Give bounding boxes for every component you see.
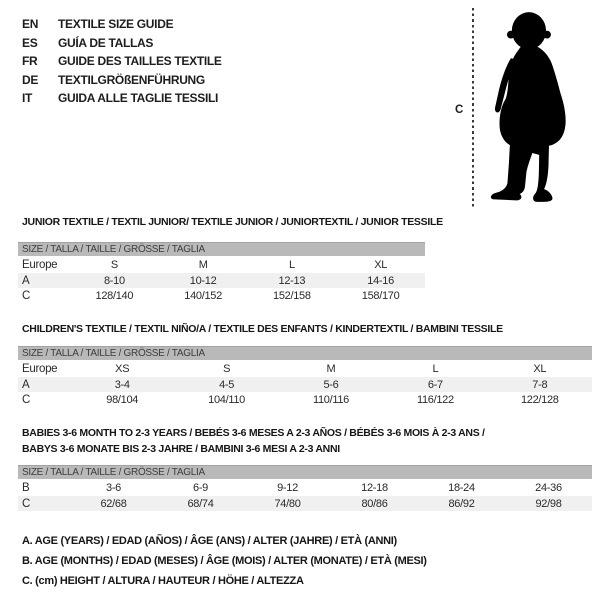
size-cell: 128/140 xyxy=(95,289,134,302)
size-cell: 6-9 xyxy=(193,481,208,494)
size-cell: 122/128 xyxy=(520,393,559,406)
language-row xyxy=(22,89,222,108)
language-row xyxy=(22,52,222,71)
height-measure-dotted-line xyxy=(472,8,474,208)
row-label: A xyxy=(22,378,30,391)
size-cell: 5-6 xyxy=(323,378,339,391)
size-table xyxy=(18,242,425,303)
size-cell: 9-12 xyxy=(277,481,298,494)
size-cell: 62/68 xyxy=(100,497,127,510)
size-cell: 140/152 xyxy=(184,289,222,302)
language-row xyxy=(22,34,222,53)
size-cell: 6-7 xyxy=(427,378,443,391)
size-cell: 14-16 xyxy=(367,274,394,287)
size-table-header: SIZE / TALLA / TAILLE / GRÖSSE / TAGLIA xyxy=(18,466,592,480)
language-code: DE xyxy=(22,72,39,87)
language-label: TEXTILE SIZE GUIDE xyxy=(58,17,174,31)
section-title xyxy=(22,425,485,457)
size-cell: 80/86 xyxy=(361,497,388,510)
size-table xyxy=(18,346,592,407)
size-cell: 12-18 xyxy=(361,481,388,494)
footnote: A. AGE (YEARS) / EDAD (AÑOS) / ÂGE (ANS) / ALTER (JAHRE) / ETÀ (ANNI) xyxy=(22,535,397,547)
size-cell: 3-4 xyxy=(114,378,130,391)
language-label: GUÍA DE TALLAS xyxy=(58,35,154,50)
language-label: TEXTILGRÖßENFÜHRUNG xyxy=(58,72,205,87)
size-cell: M xyxy=(198,258,208,271)
size-cell: XL xyxy=(374,258,388,271)
language-code: EN xyxy=(22,17,39,31)
language-row xyxy=(22,71,222,90)
footnote: B. AGE (MONTHS) / EDAD (MESES) / ÂGE (MOIS) / ALTER (MONATE) / ETÀ (MESI) xyxy=(22,555,427,567)
size-cell: 86/92 xyxy=(448,497,475,510)
size-cell: 104/110 xyxy=(208,393,246,406)
row-label: C xyxy=(22,393,31,406)
row-label: C xyxy=(22,497,31,510)
section-title-line: CHILDREN'S TEXTILE / TEXTIL NIÑO/A / TEXTILE DES ENFANTS / KINDERTEXTIL / BAMBINI TESSILE xyxy=(22,323,503,335)
language-code: FR xyxy=(22,54,38,68)
row-label: B xyxy=(22,481,30,494)
size-cell: XL xyxy=(533,362,547,375)
table-row xyxy=(18,360,592,377)
baby-silhouette-icon xyxy=(482,8,570,206)
language-label: GUIDA ALLE TAGLIE TESSILI xyxy=(58,91,219,105)
size-cell: 12-13 xyxy=(278,274,306,287)
language-list xyxy=(22,15,222,108)
row-label: Europe xyxy=(22,362,58,375)
size-cell: 110/116 xyxy=(312,393,349,406)
size-cell: 152/158 xyxy=(273,289,311,302)
size-cell: L xyxy=(432,362,439,375)
section-title-line: BABYS 3-6 MONATE BIS 2-3 JAHRE / BAMBINI 3-6 MESI A 2-3 ANNI xyxy=(22,443,340,455)
table-row xyxy=(18,496,592,511)
table-row xyxy=(18,288,425,303)
language-code: ES xyxy=(22,35,38,50)
size-cell: 116/122 xyxy=(416,393,454,406)
footnotes xyxy=(22,531,427,591)
row-label: A xyxy=(22,274,30,287)
size-cell: 92/98 xyxy=(535,497,562,510)
size-cell: 68/74 xyxy=(187,497,214,510)
size-cell: 8-10 xyxy=(103,274,125,287)
language-code: IT xyxy=(22,91,33,105)
size-cell: L xyxy=(288,258,295,271)
size-cell: 98/104 xyxy=(106,393,139,406)
row-label: C xyxy=(22,289,31,302)
size-cell: 7-8 xyxy=(532,378,548,391)
footnote: C. (cm) HEIGHT / ALTURA / HAUTEUR / HÖHE / ALTEZZA xyxy=(22,575,304,587)
section-title xyxy=(22,214,443,230)
size-cell: 74/80 xyxy=(274,497,301,510)
height-measure-label: C xyxy=(455,104,464,116)
size-cell: 10-12 xyxy=(189,274,217,287)
size-cell: XS xyxy=(115,362,130,375)
size-cell: S xyxy=(110,258,118,271)
section-title-line: BABIES 3-6 MONTH TO 2-3 YEARS / BEBÉS 3-6 MESES A 2-3 AÑOS / BÉBÉS 3-6 MOIS À 2-3 ANS / xyxy=(22,427,485,439)
section-title-line: JUNIOR TEXTILE / TEXTIL JUNIOR/ TEXTILE JUNIOR / JUNIORTEXTIL / JUNIOR TESSILE xyxy=(22,216,443,228)
size-cell: 3-6 xyxy=(106,481,121,494)
table-row xyxy=(18,392,592,407)
table-row xyxy=(18,377,592,392)
table-row xyxy=(18,273,425,288)
size-table-header: SIZE / TALLA / TAILLE / GRÖSSE / TAGLIA xyxy=(18,347,592,361)
size-cell: 158/170 xyxy=(361,289,400,302)
size-table xyxy=(18,465,592,511)
size-cell: M xyxy=(326,362,336,375)
size-cell: 4-5 xyxy=(219,378,235,391)
table-row xyxy=(18,479,592,496)
language-row xyxy=(22,15,222,34)
size-table-header: SIZE / TALLA / TAILLE / GRÖSSE / TAGLIA xyxy=(18,243,425,257)
section-title xyxy=(22,321,503,337)
size-cell: 18-24 xyxy=(448,481,475,494)
language-label: GUIDE DES TAILLES TEXTILE xyxy=(58,54,222,68)
size-cell: S xyxy=(223,362,231,375)
table-row xyxy=(18,256,425,273)
row-label: Europe xyxy=(22,258,58,271)
size-cell: 24-36 xyxy=(535,481,562,494)
